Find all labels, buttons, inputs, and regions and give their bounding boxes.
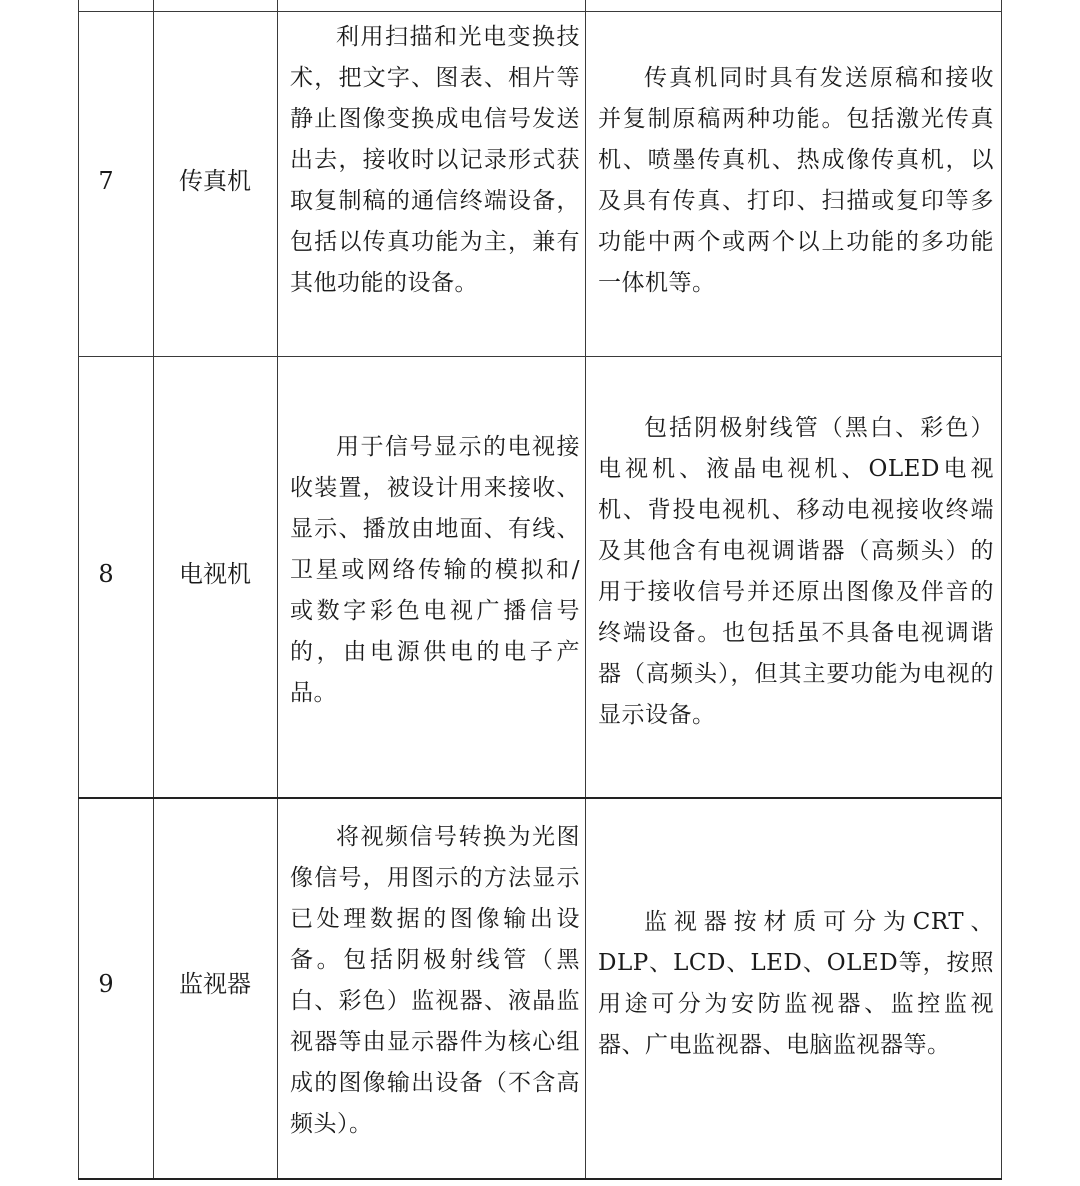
row-divider-top — [78, 11, 1002, 12]
table-border-right — [1001, 0, 1002, 1180]
column-divider-3 — [585, 0, 586, 1180]
product-name: 监视器 — [179, 970, 251, 998]
product-description: 传真机同时具有发送原稿和接收并复制原稿两种功能。包括激光传真机、喷墨传真机、热成像传真机，以及具有传真、打印、扫描或复印等多功能中两个或两个以上功能的多功能一体机等。 — [598, 65, 994, 296]
product-definition: 利用扫描和光电变换技术，把文字、图表、相片等静止图像变换成电信号发送出去，接收时以记录形式获取复制稿的通信终端设备，包括以传真功能为主，兼有其他功能的设备。 — [290, 24, 580, 296]
row-number: 7 — [98, 167, 114, 195]
table-border-bottom — [78, 1178, 1002, 1180]
row-number: 8 — [98, 560, 114, 588]
product-name: 传真机 — [179, 167, 251, 195]
product-description: 包括阴极射线管（黑白、彩色）电视机、液晶电视机、OLED电视机、背投电视机、移动电视接收终端及其他含有电视调谐器（高频头）的用于接收信号并还原出图像及伴音的终端设备。也包括虽不具备电视调谐器（高频头），但其主要功能为电视的显示设备。 — [598, 415, 994, 728]
product-description: 监视器按材质可分为CRT、DLP、LCD、LED、OLED等，按照用途可分为安防监视器、监控监视器、广电监视器、电脑监视器等。 — [598, 909, 994, 1058]
product-catalog-table — [78, 0, 1002, 1180]
product-definition: 将视频信号转换为光图像信号，用图示的方法显示已处理数据的图像输出设备。包括阴极射线管（黑白、彩色）监视器、液晶监视器等由显示器件为核心组成的图像输出设备（不含高频头）。 — [290, 824, 580, 1137]
row-divider-8-9 — [78, 797, 1002, 799]
row-number: 9 — [98, 970, 114, 998]
row-divider-7-8 — [78, 356, 1002, 357]
product-definition: 用于信号显示的电视接收装置，被设计用来接收、显示、播放由地面、有线、卫星或网络传输的模拟和/或数字彩色电视广播信号的，由电源供电的电子产品。 — [290, 434, 580, 706]
product-name: 电视机 — [179, 560, 251, 588]
column-divider-2 — [277, 0, 278, 1180]
